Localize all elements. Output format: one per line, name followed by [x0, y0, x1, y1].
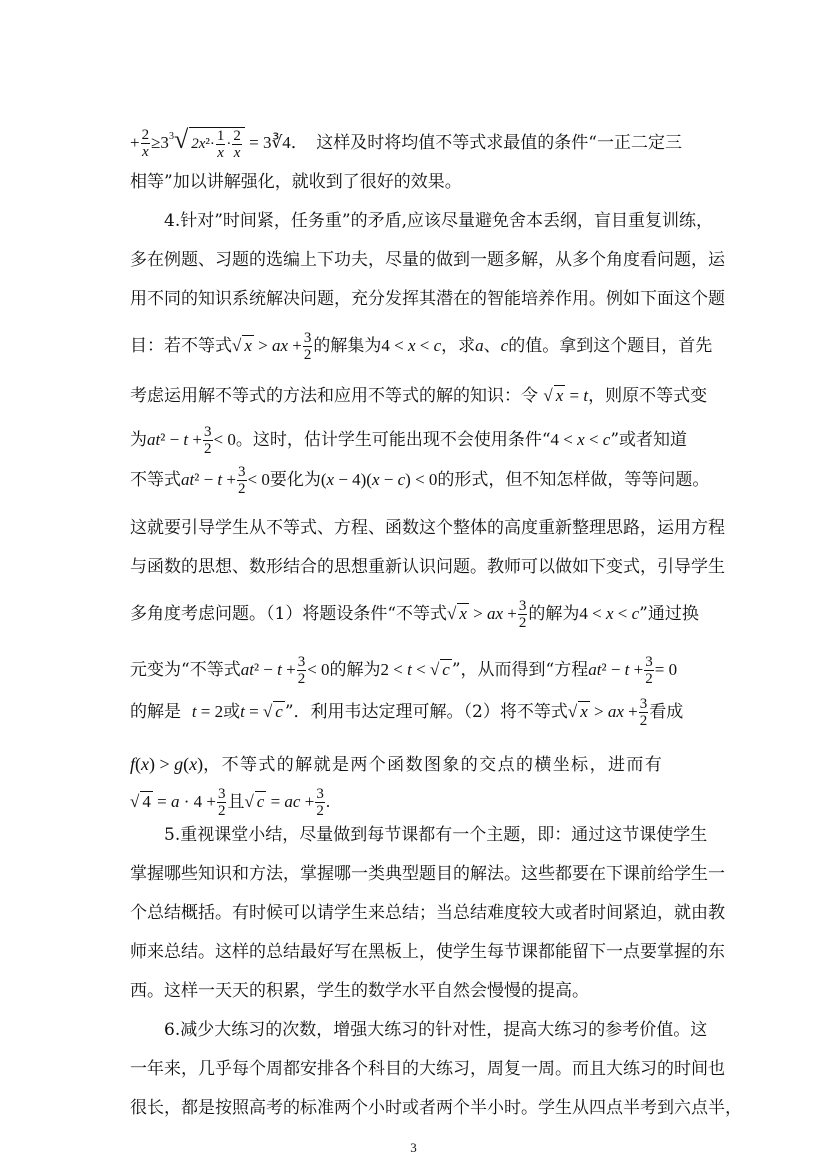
line-1-text: ． 这样及时将均值不等式求最值的条件“一正二定三 — [290, 133, 683, 153]
line-1: + $\frac{2}{x}$ $\ge 3^3√$ 2x²· $\frac{1}{x}$ · $\frac{2}{x}$ = 3∛4． 这样及时将均值不等式求最值的条件“一正二定三 — [130, 125, 683, 162]
line-17: 5.重视课堂小结，尽量做到每节课都有一个主题，即：通过这节课使学生 — [164, 825, 708, 845]
line-19: 个总结概括。有时候可以请学生来总结；当总结难度较大或者时间紧迫，就由教 — [130, 903, 725, 923]
line-10: 这就要引导学生从不等式、方程、函数这个整体的高度重新整理思路，运用方程 — [130, 518, 725, 538]
line-18: 掌握哪些知识和方法，掌握哪一类典型题目的解法。这些都要在下课前给学生一 — [130, 864, 725, 884]
line-24: 很长，都是按照高考的标准两个小时或者两个半小时。学生从四点半考到六点半， — [130, 1098, 742, 1118]
line-6: 目：若不等式√ x > ax + $\frac{3}{2}$ 的解集为4 < x < c，求a、c的值。拿到这个题目，首先 — [130, 330, 713, 363]
line-13: 元变为“不等式at² − t + $\frac{3}{2}$ < 0的解为2 < t < √ c ”，从而得到“方程at² − t + $\frac{3}{2}$ = 0 — [130, 654, 678, 687]
line-9: 不等式at² − t + $\frac{3}{2}$ < 0要化为(x − 4)(x − c) < 0的形式，但不知怎样做，等等问题。 — [130, 464, 710, 497]
line-20: 师来总结。这样的总结最好写在黑板上，使学生每节课都能留下一点要掌握的东 — [130, 942, 725, 962]
page-number: 3 — [410, 1140, 417, 1155]
line-7: 考虑运用解不等式的方法和应用不等式的解的知识：令 √ x = t，则原不等式变 — [130, 386, 708, 406]
line-2: 相等”加以讲解强化，就收到了很好的效果。 — [130, 172, 462, 192]
line-23: 一年来，几乎每个周都安排各个科目的大练习，周复一周。而且大练习的时间也 — [130, 1059, 725, 1079]
line-11: 与函数的思想、数形结合的思想重新认识问题。教师可以做如下变式，引导学生 — [130, 557, 725, 577]
line-12: 多角度考虑问题。（1）将题设条件“不等式√ x > ax + $\frac{3}{2}$ 的解为4 < x < c”通过换 — [130, 598, 699, 631]
line-4: 多在例题、习题的选编上下功夫，尽量的做到一题多解，从多个角度看问题，运 — [130, 250, 725, 270]
line-14: 的解是 t = 2或t = √ c ”．利用韦达定理可解。（2）将不等式√ x > ax + $\frac{3}{2}$ 看成 — [130, 696, 684, 729]
line-21: 西。这样一天天的积累，学生的数学水平自然会慢慢的提高。 — [130, 981, 589, 1001]
line-5: 用不同的知识系统解决问题，充分发挥其潜在的智能培养作用。例如下面这个题 — [130, 289, 725, 309]
line-15: f(x) > g(x)，不等式的解就是两个函数图象的交点的横坐标，进而有 — [130, 754, 664, 775]
line-16: √ 4 = a · 4 + $\frac{3}{2}$ 且√ c = ac + $\frac{3}{2}$ . — [130, 786, 331, 819]
line-3: 4.针对”时间紧，任务重”的矛盾,应该尽量避免舍本丢纲，盲目重复训练， — [164, 211, 714, 231]
line-8: 为at² − t + $\frac{3}{2}$ < 0。这时，估计学生可能出现不会使用条件“4 < x < c”或者知道 — [130, 424, 688, 457]
line-22: 6.减少大练习的次数，增强大练习的针对性，提高大练习的参考价值。这 — [164, 1020, 708, 1040]
